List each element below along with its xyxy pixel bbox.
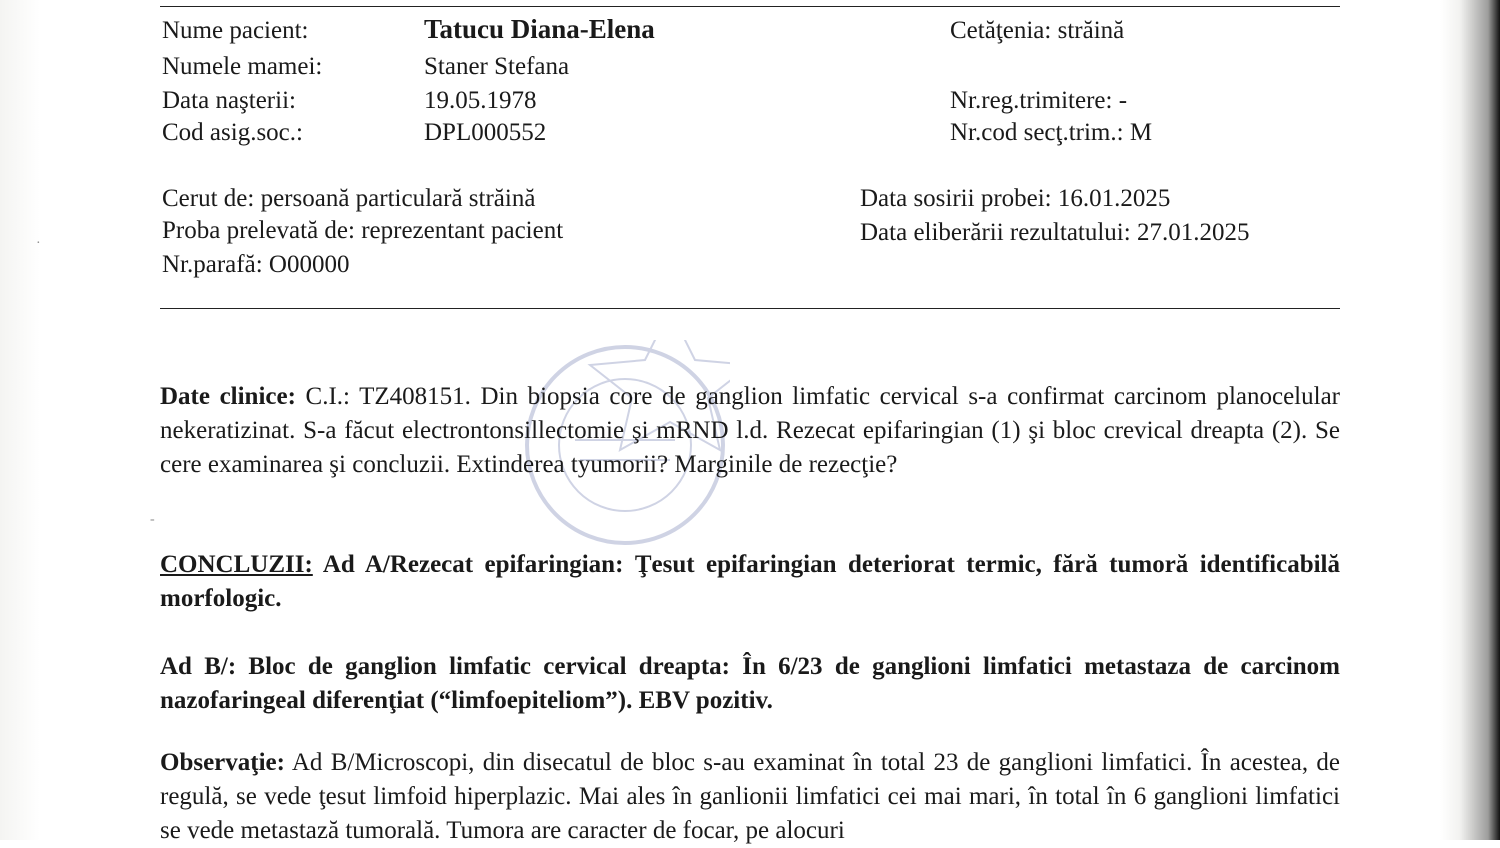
stamp-number: Nr.parafă: O00000 [162,251,350,278]
observation-text: Ad B/Microscopi, din disecatul de bloc s-au examinat în total 23 de ganglioni limfatici. În acestea, de regulă, se vede ţesut limfoid hiperplazic. Mai ales în ganlionii limfatici cei mai mari, în total în 6 ganglioni limfatici se vede metastază tumorală. Tumora are caracter de focar, pe alocuri [160,749,1340,844]
clinical-data-paragraph [160,380,1340,482]
birth-date-value: 19.05.1978 [424,87,537,114]
insurance-code-value: DPL000552 [424,119,547,146]
conclusion-b-text: Ad B/: Bloc de ganglion limfatic cervical dreapta: În 6/23 de ganglioni limfatici metastaza de carcinom nazofaringeal diferenţiat (“limfoepiteliom”). EBV pozitiv. [160,653,1340,714]
scan-edge-shadow [1460,0,1500,840]
scan-speck: · [36,236,41,251]
conclusion-b-paragraph [160,650,1340,718]
birth-date-label: Data naşterii: [162,87,296,114]
sample-taken-by: Proba prelevată de: reprezentant pacient [162,217,564,244]
top-rule [160,6,1340,7]
requested-by: Cerut de: persoană particulară străină [162,185,536,212]
conclusion-a-paragraph [160,548,1340,616]
section-code: Nr.cod secţ.trim.: M [950,119,1153,146]
header-divider [160,308,1340,309]
conclusion-a-text: Ad A/Rezecat epifaringian: Ţesut epifaringian deteriorat termic, fără tumoră identificabilă morfologic. [160,551,1340,612]
insurance-code-label: Cod asig.soc.: [162,119,303,146]
scan-speck: - [150,512,155,527]
observation-label: Observaţie: [160,749,285,776]
mother-name-label: Numele mamei: [162,53,323,80]
result-release-date: Data eliberării rezultatului: 27.01.2025 [860,219,1250,246]
sample-arrival-date: Data sosirii probei: 16.01.2025 [860,185,1171,212]
citizenship: Cetăţenia: străină [950,17,1125,44]
referral-number: Nr.reg.trimitere: - [950,87,1128,114]
observation-paragraph [160,746,1340,848]
conclusions-label: CONCLUZII: [160,551,313,578]
mother-name-value: Staner Stefana [424,53,570,80]
clinical-data-label: Date clinice: [160,383,296,410]
clinical-data-text: C.I.: TZ408151. Din biopsia core de ganglion limfatic cervical s-a confirmat carcinom planocelular nekeratizinat. S-a făcut electrontonsillectomie şi mRND l.d. Rezecat epifaringian (1) şi bloc crevical dreapta (2). Se cere examinarea şi concluzii. Extinderea tyumorii? Marginile de rezecţie? [160,383,1340,478]
patient-name-label: Nume pacient: [162,17,309,44]
patient-name-value: Tatucu Diana-Elena [424,14,655,44]
